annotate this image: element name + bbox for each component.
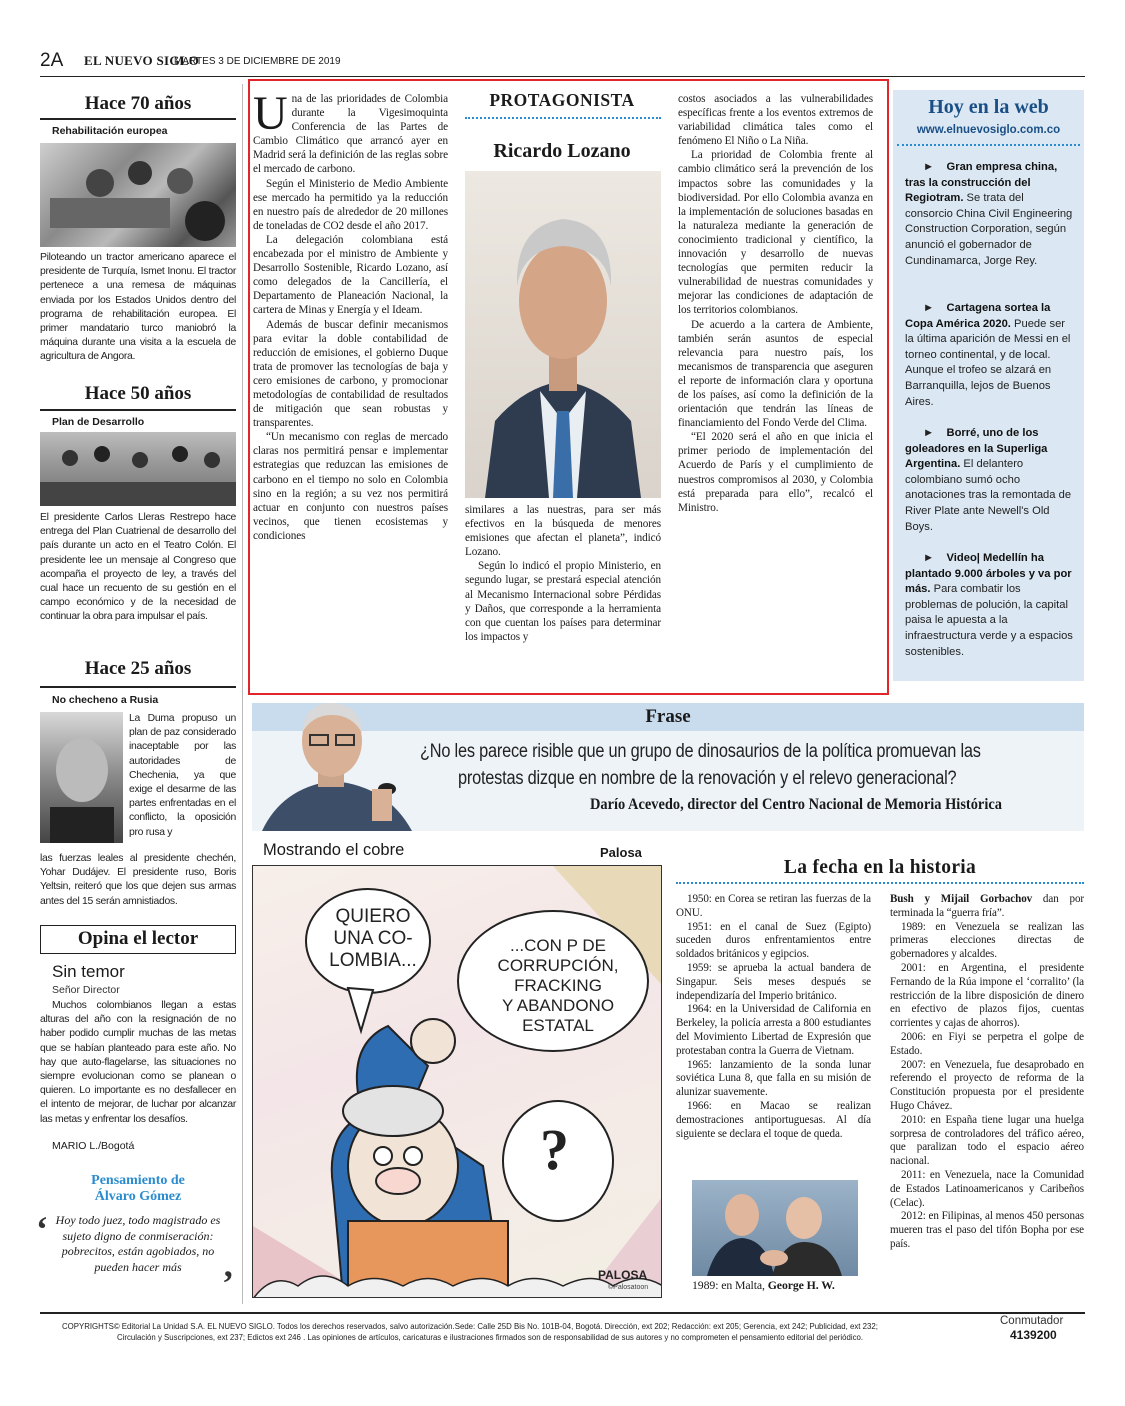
article-p8: costos asociados a las vulnerabilidades específicas frente a los eventos extremos de variabilidad climática tales como el fenómeno El Niño o La Niña. <box>678 93 873 148</box>
pensamiento-title <box>40 1173 236 1205</box>
article-p7: Según lo indicó el propio Ministerio, en segundo lugar, se prestará especial atención al Mecanismo Internacional sobre Pérdidas y Daños, que corresponde a la herramienta con que cuentan los países para determinar los impactos y <box>465 560 661 643</box>
caricature-title: Mostrando el cobre <box>263 841 405 859</box>
bubble-corrupcion-line1: ...CON P DE <box>509 936 607 955</box>
portrait-photo-icon <box>40 712 123 843</box>
historia-bush-bold: Bush y Mijail Gorbachov <box>890 893 1033 905</box>
bubble-quiero-line1: QUIERO <box>335 906 411 927</box>
hace50-photo <box>40 432 236 506</box>
historia-bush-text: dan por terminada la “guerra fría”. <box>890 893 1084 919</box>
historia-2007: 2007: en Venezuela, fue desaprobado en referendo el proyecto de reforma de la Constitución propuesta por el presidente Hugo Chávez. <box>890 1058 1084 1112</box>
footer-notice: Circulación y Suscripciones, ext 237; Edictos ext 246 . Las opiniones de artículos, caricaturas e ilustraciones firmados son de responsabilidad de sus autores y no comprometen el pensamiento editorial del periódico. <box>117 1333 864 1342</box>
frase-author: Darío Acevedo, director del Centro Nacional de Memoria Histórica <box>590 796 1002 813</box>
article-p3: La delegación colombiana está encabezada por el ministro de Ambiente y Desarrollo Sostenible, Ricardo Lozano, así como delegados de la Cancillería, el Departamento de Planeación Nacional, la cartera de Minas y Energía y el Ideam. <box>253 233 448 317</box>
historia-1989: 1989: en Venezuela se realizan las primeras elecciones directas de gobernadores y alcaldes. <box>890 920 1084 961</box>
arrow-icon: ► <box>923 427 935 439</box>
pensamiento-quote: Hoy todo juez, todo magistrado es sujeto digno de conmiseración: pobrecitos, están agobiados, no pueden hacer más <box>55 1213 221 1274</box>
historia-title: La fecha en la historia <box>783 857 977 878</box>
hace25-subtitle: No checheno a Rusia <box>52 694 159 706</box>
historia-2012: 2012: en Filipinas, al menos 450 personas mueren tras el paso del tifón Bopha por ese país. <box>890 1210 1084 1250</box>
article-p4: Además de buscar definir mecanismos para evitar la doble contabilidad de reducción de emisiones, el gobierno Duque trata de promover las tecnologías de baja y cero emisiones de carbono, y promocionar metodologías de contabilidad de resultados de mitigación que sean robustas y transparentes. <box>253 318 448 430</box>
historia-1964: 1964: en la Universidad de California en Berkeley, la policía arresta a 800 estudiantes del Movimiento Libertad de Expresión que protestaban contra la Guerra de Vietnam. <box>676 1003 871 1057</box>
arrow-icon: ► <box>923 161 935 173</box>
left-column-divider <box>242 84 243 1304</box>
hace70-photo <box>40 143 236 247</box>
web-item-4-bold: Video| Medellín ha plantado 9.000 árboles y va por más. <box>905 552 1072 596</box>
tractor-photo-icon <box>40 143 236 247</box>
frase-line1: ¿No les parece risible que un grupo de dinosaurios de la política promuevan las <box>420 741 981 762</box>
bubble-quiero-line2: UNA CO- <box>333 928 413 949</box>
bubble-quiero <box>323 906 423 972</box>
letter-salutation: Señor Director <box>52 984 120 996</box>
letter-title: Sin temor <box>52 962 125 981</box>
close-quote-mark: ’ <box>222 1263 234 1303</box>
page-number: 2A <box>40 50 64 71</box>
web-item-1-text: Se trata del consorcio China Civil Engineering Construction Corporation, según anunció el gobernador de Cundinamarca, Jorge Rey. <box>905 192 1073 267</box>
bubble-corrupcion-line3: FRACKING <box>514 976 602 995</box>
web-item-3[interactable] <box>905 426 1073 535</box>
article-col1 <box>253 87 448 543</box>
web-item-4-text: Para combatir los problemas de polución, la capital paisa le apuesta a la infraestructura verde y a espacios sostenibles. <box>905 583 1073 658</box>
portrait-photo-icon <box>692 1180 858 1276</box>
ricardo-lozano-photo <box>465 171 661 498</box>
web-item-2-text: Puede ser la última aparición de Messi en el torneo continental, y de local. Aunque el trofeo se alzará en Barranquilla, lejos de Buenos Aires. <box>905 317 1071 408</box>
bubble-quiero-line3: LOMBIA... <box>329 950 417 971</box>
historia-col1 <box>676 893 871 1141</box>
historia-2001: 2001: en Argentina, el presidente Fernando de la Rúa impone el ‘corralito’ (la restricción de la libre disposición de dinero en efectivo de plazos fijos, cuentas corrientes y cajas de ahorros). <box>890 961 1084 1030</box>
hace50-body: El presidente Carlos Lleras Restrepo hace entrega del Plan Cuatrienal de desarrollo del país durante un acto en el Teatro Colón. El presidente lee un mensaje al Congreso que acompaña el proyecto de ley, a través del cual hace un recuento de su gestión en el campo económico y de la necesidad de continuar la obra para impulsar el país. <box>40 512 236 623</box>
hace70-body: Piloteando un tractor americano aparece el presidente de Turquía, Ismet Inonu. El tractor pertenece a una remesa de máquinas enviada por los Estados Unidos dentro del programa de rehabilitación europea. El primer mandatario turco maniobró la máquina durante una visita a la escuela de agricultura de Angora. <box>40 252 236 363</box>
article-p6: similares a las nuestras, para ser más efectivos en la búsqueda de menores emisiones que afectan el planeta”, indicó Lozano. <box>465 504 661 559</box>
web-title: Hoy en la web <box>928 96 1049 118</box>
article-p1: na de las prioridades de Colombia durante la Vigesimoquinta Conferencia de las Partes de Cambio Climático que arrancó ayer en Madrid será la definición de las reglas sobre el mercado de carbono. <box>253 93 448 176</box>
historia-2011: 2011: en Venezuela, nace la Comunidad de Estados Latinoamericanos y Caribeños (Celac). <box>890 1168 1084 1209</box>
opina-title: Opina el lector <box>77 928 199 949</box>
header-rule <box>40 76 1085 77</box>
frase-title: Frase <box>645 706 691 727</box>
question-mark: ? <box>540 1117 569 1182</box>
historia-1959: 1959: se aprueba la actual bandera de Singapur. Seis meses después se independizaría del Imperio británico. <box>676 961 871 1002</box>
arrow-icon: ► <box>923 302 935 314</box>
protagonista-rule <box>465 117 661 119</box>
hace25-body: las fuerzas leales al presidente chechén, Yohar Dudájev. El presidente ruso, Boris Yeltsin, reiteró que los que dejen sus armas antes del 15 serán amnistiados. <box>40 853 236 907</box>
hace25-title: Hace 25 años <box>84 658 192 679</box>
hace70-subtitle: Rehabilitación europea <box>52 125 168 137</box>
bush-gorbachov-photo <box>692 1180 858 1276</box>
photo-caption <box>692 1279 882 1293</box>
hace50-subtitle: Plan de Desarrollo <box>52 416 145 428</box>
pensamiento-title-line1: Pensamiento de <box>91 1173 185 1188</box>
dropcap: U <box>253 87 288 140</box>
web-rule <box>897 144 1080 146</box>
photo-caption-text: 1989: en Malta, <box>692 1278 768 1292</box>
hace50-title: Hace 50 años <box>84 383 192 404</box>
caricature-drawing-icon <box>253 866 662 1298</box>
web-item-2-bold: Cartagena sortea la Copa América 2020. <box>905 302 1051 330</box>
conmutador-number: 4139200 <box>1010 1328 1057 1342</box>
historia-1950: 1950: en Corea se retiran las fuerzas de la ONU. <box>676 893 871 919</box>
hace70-title: Hace 70 años <box>84 93 192 114</box>
bubble-corrupcion-line2: CORRUPCIÓN, <box>497 956 619 975</box>
caricature-signature: PALOSA <box>598 1268 648 1282</box>
article-col2 <box>465 503 661 644</box>
yeltsin-photo <box>40 712 123 843</box>
article-p11: “El 2020 será el año en que inicia el primer periodo de implementación del Acuerdo de París y el cumplimiento de nuestros compromisos al 2030, y Colombia está preparada para ello”, recalcó el Ministro. <box>678 431 873 514</box>
open-quote-mark: ‘ <box>36 1209 48 1249</box>
footer-copyright: COPYRIGHTS© Editorial La Unidad S.A. EL NUEVO SIGLO. Todos los derechos reservados, salvo autorización.Sede: Calle 25D Bis No. 101B-04, Bogotá. Dirección, ext 202; Redacción: ext 205; Gerencia, ext 242; Publicidad, ext 232; <box>62 1322 878 1331</box>
caricature-handle: ©Palosatoon <box>608 1284 649 1291</box>
article-p5: “Un mecanismo con reglas de mercado claras nos permitirá pensar e implementar estrategias que reduzcan las emisiones de carbono en el tiempo no solo en Colombia sino en la región; a su vez nos permitirá actuar en conjunto con nuestros países vecinos, que tienen ecosistemas y condiciones <box>253 431 448 542</box>
web-item-3-bold: Borré, uno de los goleadores en la Superliga Argentina. <box>905 427 1048 471</box>
historia-2010: 2010: en España tiene lugar una huelga sorpresa de controladores del tráfico aéreo, que paralizan todo el espacio aéreo nacional. <box>890 1113 1084 1168</box>
bubble-corrupcion-line5: ESTATAL <box>522 1016 594 1035</box>
letter-body: Muchos colombianos llegan a estas alturas del año con la resignación de no haber podido cumplir muchas de las metas que se habían planteado para este año. No hay que auto-flagelarse, las situaciones no siempre evolucionan como se planean o quieren. Lo importante es no desfallecer en el intento de mejorar, de luchar por alcanzar las metas y enfrentar los desafíos. <box>40 1000 236 1125</box>
article-p2: Según el Ministerio de Medio Ambiente ese mercado ha permitido ya la reducción en nuestro país de alrededor de 20 millones de toneladas de CO2 desde el año 2017. <box>253 177 448 232</box>
protagonista-label: PROTAGONISTA <box>489 90 635 110</box>
hace25-rule <box>40 686 236 688</box>
web-url[interactable]: www.elnuevosiglo.com.co <box>916 124 1061 136</box>
historia-rule <box>676 882 1084 884</box>
web-item-1-bold: Gran empresa china, tras la construcción del Regiotram. <box>905 161 1058 205</box>
article-col3 <box>678 92 873 515</box>
hace70-rule <box>40 118 236 120</box>
portrait-photo-icon <box>465 171 661 498</box>
article-p9: La prioridad de Colombia frente al cambio climático será la prevención de los impactos sobre las comunidades y la biodiversidad. Por ello Colombia avanza en la implementación de soluciones basadas en la naturaleza mediante la generación de conocimiento tradicional y científico, la innovación y desarrollo de nuevas tecnologías que permiten reducir la vulnerabilidad de nuestras comunidades y mejorar las condiciones de adaptación de los territorios colombianos. <box>678 149 873 317</box>
historia-1951: 1951: en el canal de Suez (Egipto) suceden duros enfrentamientos entre soldados británicos y egipcios. <box>676 920 871 961</box>
web-item-1[interactable] <box>905 160 1073 269</box>
letter-signature: MARIO L./Bogotá <box>52 1140 135 1152</box>
hace50-rule <box>40 409 236 411</box>
web-item-3-text: El delantero colombiano sumó ocho anotaciones tras la remontada de River Plate ante Newell's Old Boys. <box>905 458 1072 533</box>
dario-acevedo-photo <box>252 693 417 831</box>
bubble-corrupcion <box>473 936 643 1036</box>
conmutador-label: Conmutador <box>1000 1315 1064 1327</box>
article-p10: De acuerdo a la cartera de Ambiente, también serán asuntos de especial relevancia para nuestro país, los mecanismos de transparencia que aseguren el reporte de información clara y oportuna de los países, así como la definición de la orientación que tendrán las líneas de financiamiento del Fondo Verde del Clima. <box>678 318 873 430</box>
footer-rule <box>40 1312 1085 1314</box>
photo-caption-bold: George H. W. <box>767 1278 835 1292</box>
bubble-corrupcion-line4: Y ABANDONO <box>501 996 615 1015</box>
caricature-author: Palosa <box>600 845 642 860</box>
web-item-2[interactable] <box>905 301 1073 410</box>
edition-date: MARTES 3 DE DICIEMBRE DE 2019 <box>174 56 341 67</box>
historia-col2 <box>890 893 1084 1252</box>
protagonista-name: Ricardo Lozano <box>493 140 631 162</box>
web-item-4[interactable] <box>905 551 1073 660</box>
newspaper-name: EL NUEVO SIGLO <box>84 53 200 68</box>
arrow-icon: ► <box>923 552 935 564</box>
caricature <box>252 865 662 1298</box>
historia-1966: 1966: en Macao se realizan demostraciones antiportuguesas. Al día siguiente se declara el toque de queda. <box>676 1099 871 1140</box>
portrait-photo-icon <box>252 693 417 831</box>
historia-2006: 2006: en Fiyi se perpetra el golpe de Estado. <box>890 1030 1084 1057</box>
ceremony-photo-icon <box>40 432 236 506</box>
pensamiento-title-line2: Álvaro Gómez <box>94 1189 182 1204</box>
frase-line2: protestas dizque en nombre de la renovación y el relevo generacional? <box>458 768 957 789</box>
hace25-body-side: La Duma propuso un plan de paz considerado inaceptable por las autoridades de Chechenia, ya que exige el desarme de las partes enfrentadas en el conflicto, la oposición pro rusa y <box>129 713 236 838</box>
historia-1965: 1965: lanzamiento de la sonda lunar soviética Luna 8, que falla en su misión de alunizar suavemente. <box>676 1058 871 1099</box>
